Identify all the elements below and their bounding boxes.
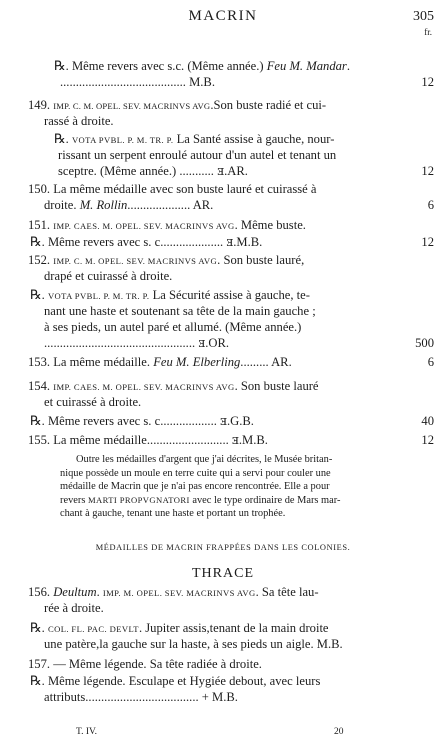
note-text: Outre les médailles d'argent que j'ai décrites, le Musée britan- [76, 454, 333, 465]
entry-153 [0, 354, 446, 370]
entry-line [0, 74, 446, 90]
line-text [44, 335, 229, 351]
entry-149r [0, 131, 446, 179]
entry-line [0, 113, 446, 129]
section-title: THRACE [192, 566, 254, 581]
text-run: 156. [28, 585, 54, 599]
text-run: ................................................ ⱻ.OR. [44, 336, 230, 350]
text-run: . Même buste. [234, 218, 306, 232]
line-text [44, 636, 343, 652]
legend-text: COL. FL. PAC. DEVLT [47, 624, 139, 634]
text-run: . Même revers avec s. c.................. ⱻ.G.B. [41, 414, 254, 428]
entry-157 [0, 656, 446, 672]
text-run: . Même revers avec s. c.................... ⱻ.M.B. [41, 235, 263, 249]
text-run: . [41, 621, 48, 635]
legend-text: ℞ [30, 673, 42, 688]
line-text [30, 673, 320, 689]
legend-text: ℞ [30, 620, 42, 635]
price-value: 40 [421, 414, 434, 428]
entry-line [0, 303, 446, 319]
text-run: . Son buste lauré [234, 379, 319, 393]
line-text [28, 584, 319, 600]
text-run: 151. [28, 218, 54, 232]
running-header [0, 8, 446, 37]
legend-text: IMP. C. M. OPEL. SEV. MACRINVS AVG [53, 256, 218, 266]
italic-text: Deultum [53, 585, 97, 599]
text-run: drapé et cuirassé à droite. [44, 269, 173, 283]
signature-number: 20 [334, 727, 344, 737]
line-text [44, 600, 104, 616]
entry-line [0, 413, 446, 429]
entry-156r [0, 620, 446, 652]
entry-line [0, 636, 446, 652]
running-title: MACRIN [188, 8, 258, 24]
legend-text: MARTI PROPVGNATORI [87, 494, 190, 505]
italic-text: M. Rollin [79, 198, 128, 212]
line-text [28, 252, 304, 268]
text-run: . [96, 585, 103, 599]
entry-151r [0, 234, 446, 250]
entry-line [0, 197, 446, 213]
text-run: une patère,la gauche sur la haste, à ses pieds un aigle. M.B. [44, 637, 343, 651]
line-text [60, 74, 215, 90]
line-text [28, 217, 306, 233]
line-text [44, 303, 316, 319]
entry-line [0, 620, 446, 636]
line-text [44, 268, 172, 284]
price-value: 12 [421, 164, 434, 178]
text-run: à ses pieds, un autel paré et allumé. (Même année.) [44, 320, 302, 334]
entry-line [0, 378, 446, 394]
entry-line [0, 673, 446, 689]
text-run: . Même légende. Esculape et Hygiée debout, avec leurs [41, 674, 321, 688]
note-line [0, 467, 446, 481]
price-value: 12 [421, 433, 434, 447]
colonies-subheading: MÉDAILLES DE MACRIN FRAPPÉES DANS LES COLONIES. [95, 543, 351, 552]
text-run: rassé à droite. [44, 114, 114, 128]
text-run: droite. [44, 198, 80, 212]
entry-156 [0, 584, 446, 616]
line-text [44, 394, 141, 410]
note-text [60, 494, 340, 508]
line-text [54, 58, 350, 74]
line-text [58, 147, 336, 163]
text-run: et cuirassé à droite. [44, 395, 142, 409]
text-run: . Son buste lauré, [217, 253, 305, 267]
entry-line [0, 354, 446, 370]
legend-text: ℞ [54, 58, 66, 73]
line-text [30, 413, 254, 429]
text-run: . [41, 288, 48, 302]
note-line [0, 480, 446, 494]
text-run: . [346, 59, 350, 73]
text-run: .................... AR. [127, 198, 214, 212]
text-run: attributs.................................... + M.B. [44, 690, 238, 704]
page-number: 305 [413, 9, 434, 24]
legend-text: IMP. C. M. OPEL. SEV. MACRINVS AVG [53, 101, 211, 111]
text-run: 154. [28, 379, 54, 393]
entry-line [0, 217, 446, 233]
text-run: .Son buste radié et cui- [210, 98, 327, 112]
entry-line [0, 287, 446, 303]
line-text [28, 181, 317, 197]
entry-154 [0, 378, 446, 410]
text-run: 157. — Même légende. Sa tête radiée à droite. [28, 657, 262, 671]
text-run: 153. La même médaille. [28, 355, 154, 369]
line-text [44, 689, 238, 705]
entry-152 [0, 252, 446, 284]
entry-line [0, 394, 446, 410]
entry-line [0, 97, 446, 113]
entry-154r [0, 413, 446, 429]
text-run: 149. [28, 98, 54, 112]
text-run: rissant un serpent enroulé autour d'un autel et tenant un [58, 148, 337, 162]
legend-text: ℞ [30, 234, 42, 249]
line-text [30, 234, 262, 250]
note-line [0, 494, 446, 508]
entry-150 [0, 181, 446, 213]
line-text [54, 131, 334, 147]
line-text [44, 319, 301, 335]
line-text [28, 97, 326, 113]
price-value: 500 [415, 336, 434, 350]
line-text [44, 113, 114, 129]
entry-155 [0, 432, 446, 448]
price-value: 6 [427, 355, 434, 369]
text-run: La Sécurité assise à gauche, te- [149, 288, 310, 302]
entry-line [0, 432, 446, 448]
note-line [0, 507, 446, 521]
text-run: 155. La même médaille.......................... ⱻ.M.B. [28, 433, 268, 447]
line-text [30, 620, 329, 636]
legend-text: ℞ [30, 413, 42, 428]
text-run: nant une haste et soutenant sa tête de la main gauche ; [44, 304, 316, 318]
entry-line [0, 163, 446, 179]
volume-signature: T. IV. [76, 727, 98, 737]
line-text [30, 287, 310, 303]
entry-151 [0, 217, 446, 233]
note-text: nique possède un moule en terre cuite qui a servi pour couler une [60, 467, 331, 479]
text-run: . Même revers avec s.c. (Même année.) [65, 59, 267, 73]
price-value: 6 [427, 198, 434, 212]
text-run: ........................................ M.B. [60, 75, 215, 89]
legend-text: IMP. CAES. M. OPEL. SEV. MACRINVS AVG [53, 221, 235, 231]
italic-text: Feu M. Mandar [266, 59, 347, 73]
text-run: . Jupiter assis,tenant de la main droite [138, 621, 329, 635]
entry-line [0, 252, 446, 268]
text-run: ......... AR. [240, 355, 292, 369]
text-run: 152. [28, 253, 54, 267]
legend-text: IMP. CAES. M. OPEL. SEV. MACRINVS AVG [53, 382, 235, 392]
entry-line [0, 600, 446, 616]
entry-line [0, 335, 446, 351]
legend-text: VOTA PVBL. P. M. TR. P. [47, 291, 150, 301]
entry-line [0, 131, 446, 147]
text-run: 150. La même médaille avec son buste lauré et cuirassé à [28, 182, 317, 196]
entry-149 [0, 97, 446, 129]
legend-text: IMP. M. OPEL. SEV. MACRINVS AVG [102, 588, 256, 598]
entry-line [0, 268, 446, 284]
entry-line [0, 234, 446, 250]
line-text [28, 432, 268, 448]
entry-line [0, 58, 446, 74]
line-text [28, 378, 319, 394]
text-run: revers [60, 494, 88, 506]
entry-line [0, 147, 446, 163]
legend-text: ℞ [54, 131, 66, 146]
entry-cont-a [0, 58, 446, 90]
entry-line [0, 689, 446, 705]
text-run: avec le type ordinaire de Mars mar- [189, 494, 341, 506]
line-text [28, 354, 292, 370]
price-value: 12 [421, 75, 434, 89]
legend-text: VOTA PVBL. P. M. TR. P. [71, 135, 174, 145]
line-text [58, 163, 248, 179]
price-value: 12 [421, 235, 434, 249]
line-text [28, 656, 262, 672]
entry-157r [0, 673, 446, 705]
note-text: chant à gauche, tenant une haste et portant un trophée. [60, 508, 286, 520]
footnote-paragraph [0, 453, 446, 521]
entry-152r [0, 287, 446, 351]
italic-text: Feu M. Elberling [153, 355, 241, 369]
legend-text: ℞ [30, 287, 42, 302]
entry-line [0, 181, 446, 197]
entry-line [0, 584, 446, 600]
text-run: . [65, 132, 72, 146]
text-run: sceptre. (Même année.) ........... ⱻ.AR. [58, 164, 248, 178]
text-run: rée à droite. [44, 601, 104, 615]
text-run: . Sa tête lau- [255, 585, 319, 599]
entry-line [0, 319, 446, 335]
currency-note: fr. [424, 27, 432, 37]
line-text [44, 197, 213, 213]
note-text: médaille de Macrin que je n'ai pas encore rencontrée. Elle a pour [60, 481, 330, 493]
entry-line [0, 656, 446, 672]
note-line [0, 453, 446, 467]
text-run: La Santé assise à gauche, nour- [173, 132, 335, 146]
page-footer [0, 727, 446, 741]
